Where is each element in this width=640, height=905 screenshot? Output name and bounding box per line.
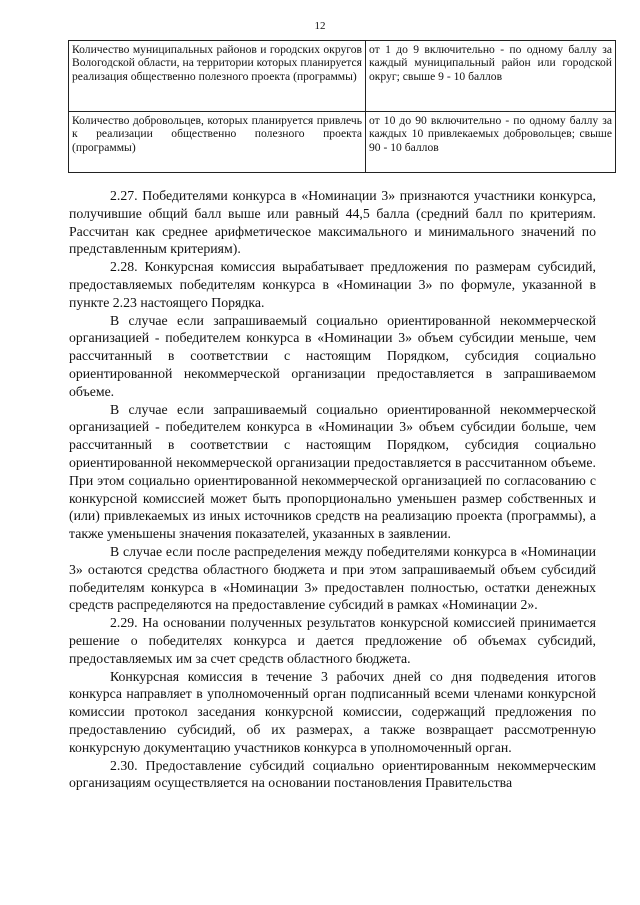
criterion-cell: Количество добровольцев, которых планируется привлечь к реализации общественно полезного проекта (программы) <box>69 112 366 173</box>
scoring-cell: от 10 до 90 включительно - по одному баллу за каждых 10 привлекаемых добровольцев; свыше 90 - 10 баллов <box>366 112 616 173</box>
table-row <box>69 41 616 112</box>
paragraph-remaining-funds: В случае если после распределения между победителями конкурса в «Номинации 3» остаются средства областного бюджета и при этом запрашиваемый объем субсидий победителям конкурса в «Номинации 3» предоставлен полностью, остатки денежных средств распределяются на предоставление субсидий в рамках «Номинации 2». <box>69 543 596 613</box>
document-body <box>69 187 596 792</box>
criteria-table <box>68 40 616 173</box>
paragraph-commission-protocol: Конкурсная комиссия в течение 3 рабочих дней со дня подведения итогов конкурса направляет в уполномоченный орган подписанный всеми членами конкурсной комиссии протокол заседания конкурсной комиссии, содержащий предложения по предоставлению субсидий, об их размерах, а также возвращает рассмотренную конкурсную документацию участников конкурса в уполномоченный орган. <box>69 668 596 755</box>
table-row <box>69 112 616 173</box>
criterion-cell: Количество муниципальных районов и городских округов Вологодской области, на территории которых планируется реализация общественно полезного проекта (программы) <box>69 41 366 112</box>
paragraph-2-29: 2.29. На основании полученных результатов конкурсной комиссией принимается решение о победителях конкурса и дается предложение об объемах субсидий, предоставляемых им за счет средств областного бюджета. <box>69 615 596 666</box>
scoring-cell: от 1 до 9 включительно - по одному баллу за каждый муниципальный район или городской округ; свыше 9 - 10 баллов <box>366 41 616 112</box>
page-number: 12 <box>314 20 326 32</box>
paragraph-larger-request: В случае если запрашиваемый социально ориентированной некоммерческой организацией - победителем конкурса в «Номинации 3» объем субсидии больше, чем рассчитанный в соответствии с настоящим Порядком, субсидия социально ориентированной некоммерческой организации предоставляется в рассчитанном объеме. При этом социально ориентированной некоммерческой организацией по согласованию с конкурсной комиссией может быть пропорционально уменьшен размер собственных и (или) привлекаемых из иных источников средств на реализацию проекта (программы), а также уменьшены значения показателей, указанных в заявлении. <box>69 401 596 542</box>
paragraph-smaller-request: В случае если запрашиваемый социально ориентированной некоммерческой организацией - победителем конкурса в «Номинации 3» объем субсидии меньше, чем рассчитанный в соответствии с настоящим Порядком, субсидия социально ориентированной некоммерческой организации предоставляется в запрашиваемом объеме. <box>69 312 596 399</box>
paragraph-2-30: 2.30. Предоставление субсидий социально ориентированным некоммерческим организациям осуществляется на основании постановления Правительства <box>69 757 596 791</box>
paragraph-2-28: 2.28. Конкурсная комиссия вырабатывает предложения по размерам субсидий, предоставляемых победителям конкурса в «Номинации 3» по формуле, указанной в пункте 2.23 настоящего Порядка. <box>69 259 596 310</box>
paragraph-2-27: 2.27. Победителями конкурса в «Номинации 3» признаются участники конкурса, получившие общий балл выше или равный 44,5 балла (средний балл по критериям. Рассчитан как среднее арифметическое максимального и минимального значений по представленным критериям). <box>69 188 596 257</box>
